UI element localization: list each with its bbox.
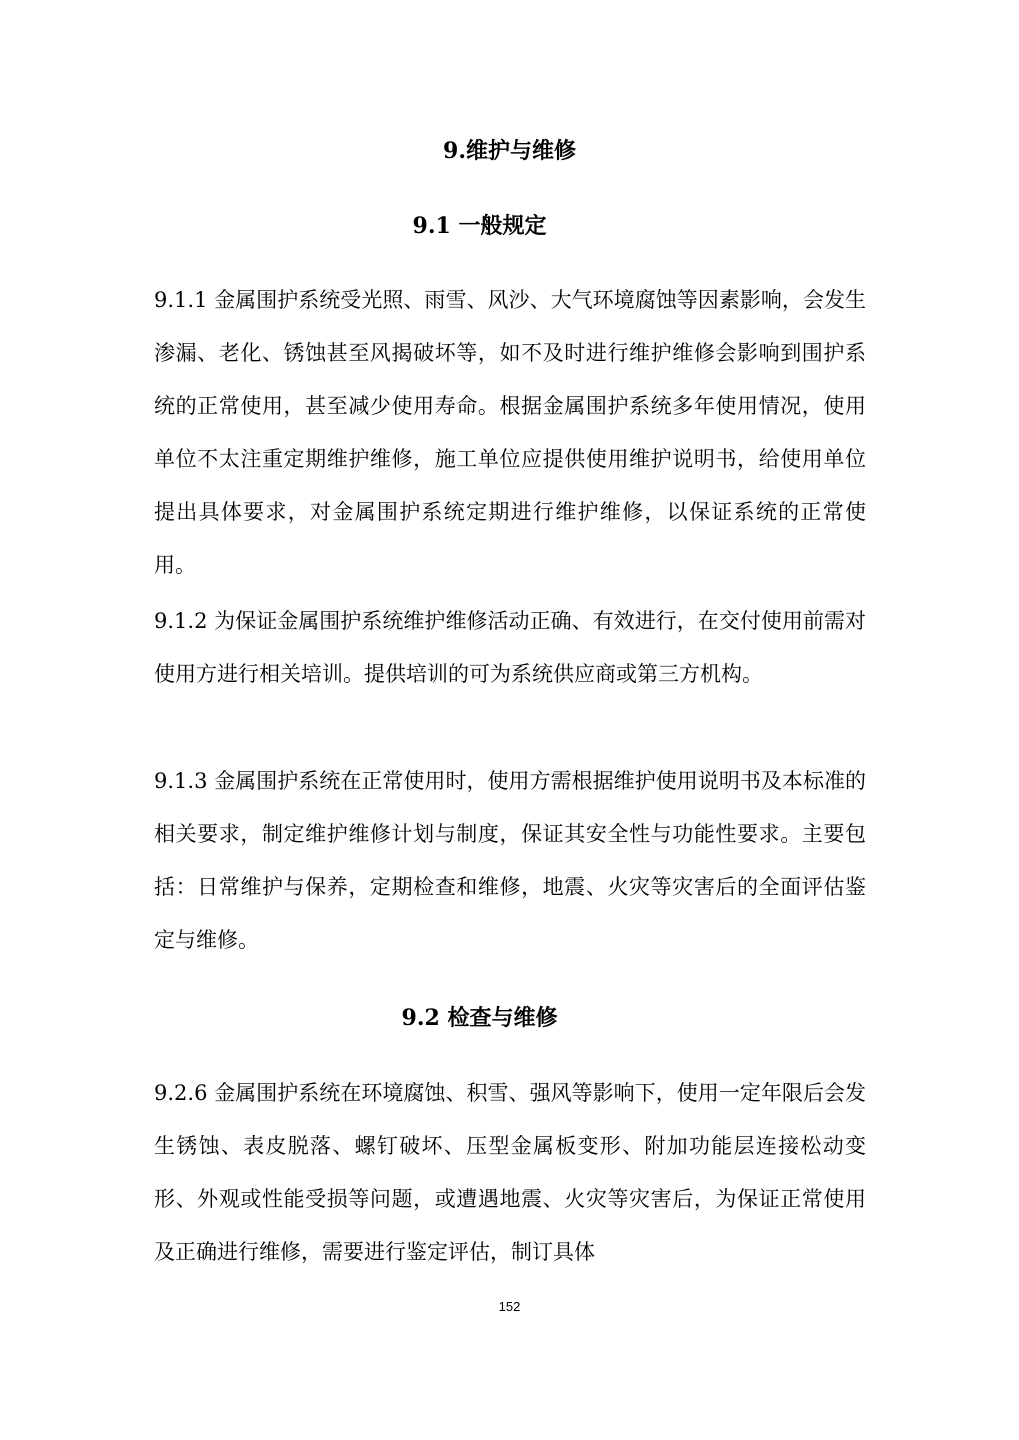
chapter-title: 9.维护与维修 <box>443 138 576 164</box>
section-title-9-2: 9.2 检查与维修 <box>401 1005 558 1031</box>
page-number: 152 <box>498 1299 521 1314</box>
section-title-9-1: 9.1 一般规定 <box>412 213 547 239</box>
paragraph-9-1-3: 9.1.3 金属围护系统在正常使用时，使用方需根据维护使用说明书及本标准的相关要求，制定维护维修计划与制度，保证其安全性与功能性要求。主要包括：日常维护与保养，定期检查和维修，地震、火灾等灾害后的全面评估鉴定与维修。 <box>154 769 866 952</box>
paragraph-9-1-2: 9.1.2 为保证金属围护系统维护维修活动正确、有效进行，在交付使用前需对使用方进行相关培训。提供培训的可为系统供应商或第三方机构。 <box>154 609 866 686</box>
paragraph-9-1-1: 9.1.1 金属围护系统受光照、雨雪、风沙、大气环境腐蚀等因素影响，会发生渗漏、老化、锈蚀甚至风揭破坏等，如不及时进行维护维修会影响到围护系统的正常使用，甚至减少使用寿命。根据金属围护系统多年使用情况，使用单位不太注重定期维护维修，施工单位应提供使用维护说明书，给使用单位提出具体要求，对金属围护系统定期进行维护维修，以保证系统的正常使用。 <box>154 288 866 577</box>
paragraph-9-2-6: 9.2.6 金属围护系统在环境腐蚀、积雪、强风等影响下，使用一定年限后会发生锈蚀、表皮脱落、螺钉破坏、压型金属板变形、附加功能层连接松动变形、外观或性能受损等问题，或遭遇地震、火灾等灾害后，为保证正常使用及正确进行维修，需要进行鉴定评估，制订具体 <box>154 1081 866 1264</box>
